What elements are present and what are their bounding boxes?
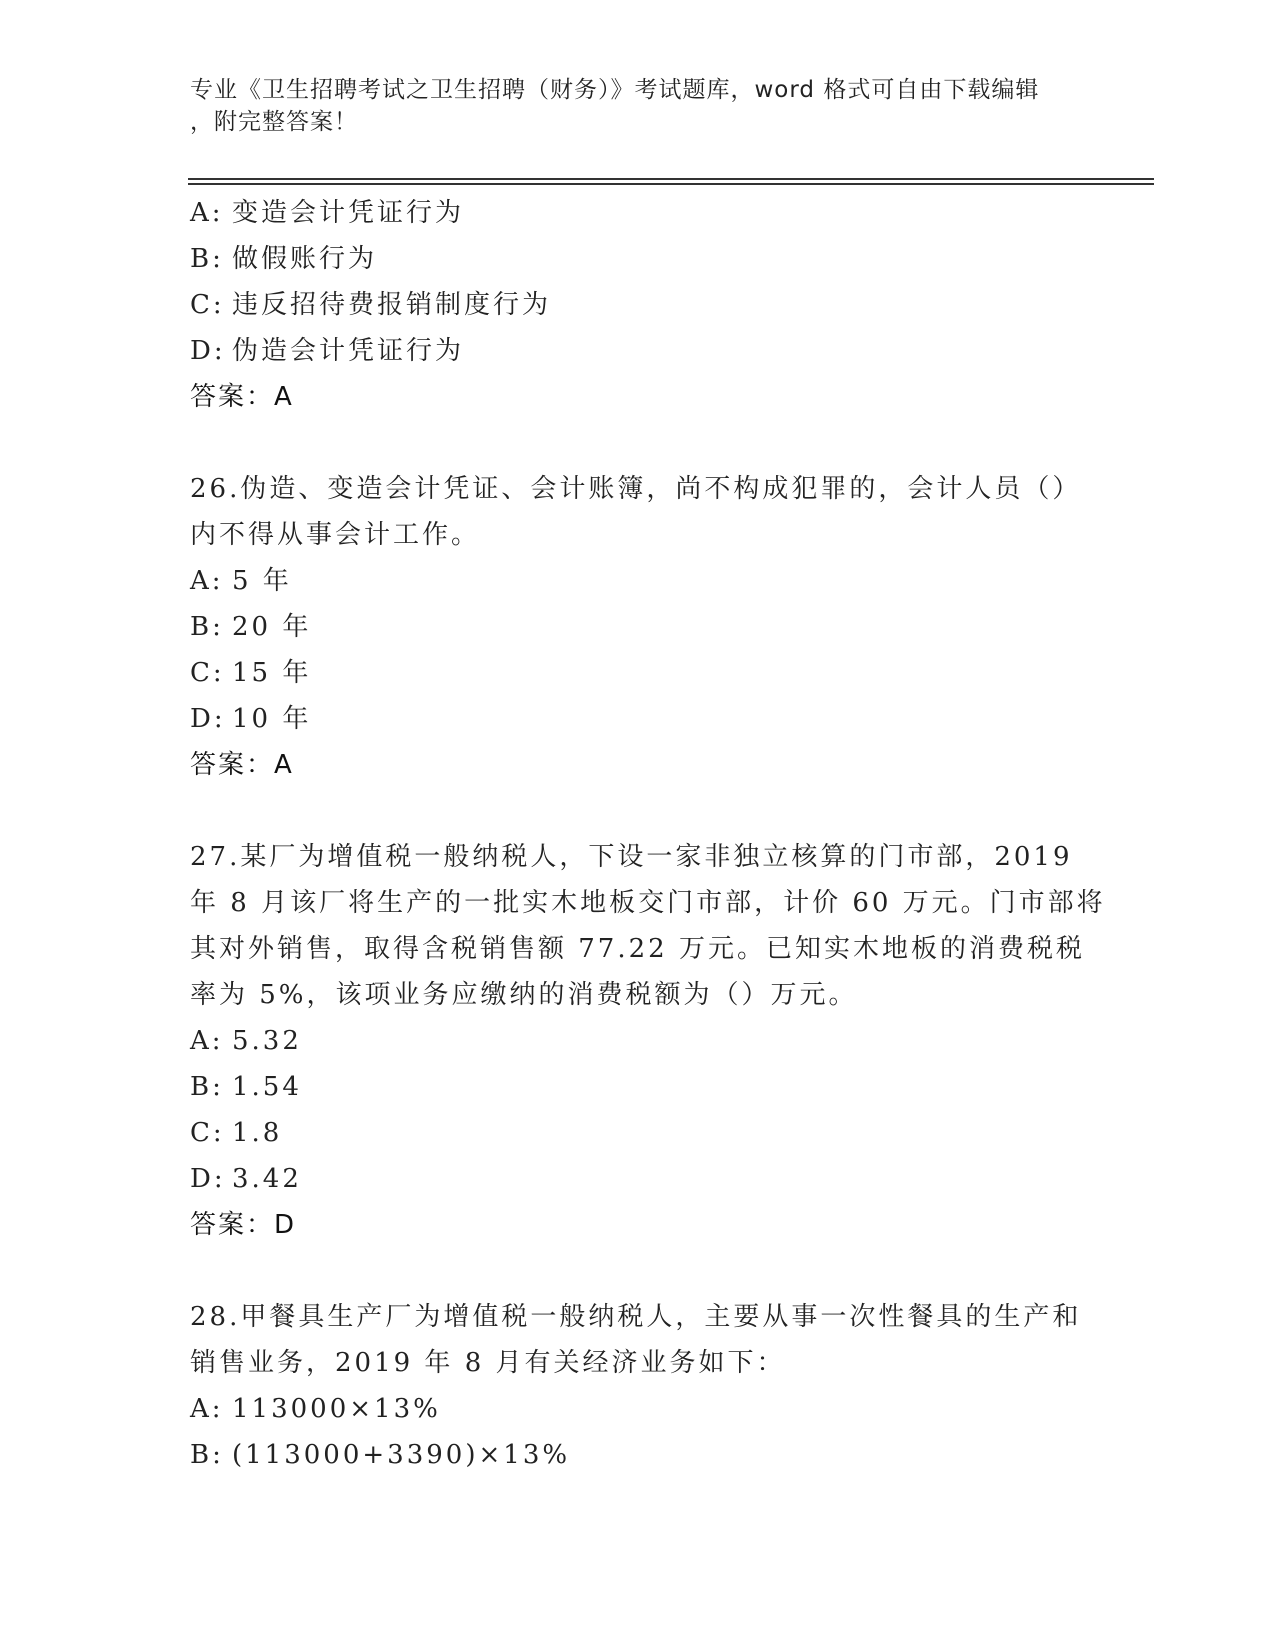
question-27 [190, 834, 1106, 1248]
question-text-line: 销售业务，2019 年 8 月有关经济业务如下： [190, 1348, 786, 1378]
document-header [190, 74, 1090, 138]
answer: 答案：A [190, 750, 294, 780]
answer: 答案：A [190, 382, 294, 412]
question-text-line: 28.甲餐具生产厂为增值税一般纳税人，主要从事一次性餐具的生产和 [190, 1302, 1082, 1332]
question-text-line: 其对外销售，取得含税销售额 77.22 万元。已知实木地板的消费税税 [190, 934, 1085, 964]
option-a: A: 变造会计凭证行为 [190, 198, 465, 228]
spacer [190, 1248, 1090, 1294]
question-26 [190, 466, 1090, 788]
option-a: A: 5.32 [190, 1026, 302, 1056]
option-c: C: 违反招待费报销制度行为 [190, 290, 552, 320]
spacer [190, 420, 1090, 466]
header-line-2: ，附完整答案！ [190, 109, 358, 135]
option-c: C: 15 年 [190, 658, 312, 688]
option-d: D: 10 年 [190, 704, 312, 734]
question-list [190, 190, 1106, 1478]
question-text-line: 率为 5%，该项业务应缴纳的消费税额为（）万元。 [190, 980, 858, 1010]
option-a: A: 5 年 [190, 566, 292, 596]
option-b: B: 做假账行为 [190, 244, 378, 274]
question-text-line: 27.某厂为增值税一般纳税人，下设一家非独立核算的门市部，2019 [190, 842, 1073, 872]
option-a: A: 113000×13% [190, 1394, 441, 1424]
option-d: D: 伪造会计凭证行为 [190, 336, 465, 366]
spacer [190, 788, 1090, 834]
header-line-1: 专业《卫生招聘考试之卫生招聘（财务）》考试题库，word 格式可自由下载编辑 [190, 77, 1040, 103]
option-b: B: 20 年 [190, 612, 312, 642]
question-25 [190, 190, 1090, 420]
option-b: B: 1.54 [190, 1072, 302, 1102]
question-28 [190, 1294, 1090, 1478]
option-d: D: 3.42 [190, 1164, 302, 1194]
option-c: C: 1.8 [190, 1118, 283, 1148]
header-divider-bottom [188, 183, 1154, 185]
header-divider-top [188, 178, 1154, 180]
question-text-line: 年 8 月该厂将生产的一批实木地板交门市部，计价 60 万元。门市部将 [190, 888, 1106, 918]
answer: 答案：D [190, 1210, 297, 1240]
option-b: B: (113000+3390)×13% [190, 1440, 571, 1470]
question-text-line: 内不得从事会计工作。 [190, 520, 481, 550]
question-text-line: 26.伪造、变造会计凭证、会计账簿，尚不构成犯罪的，会计人员（） [190, 474, 1082, 504]
